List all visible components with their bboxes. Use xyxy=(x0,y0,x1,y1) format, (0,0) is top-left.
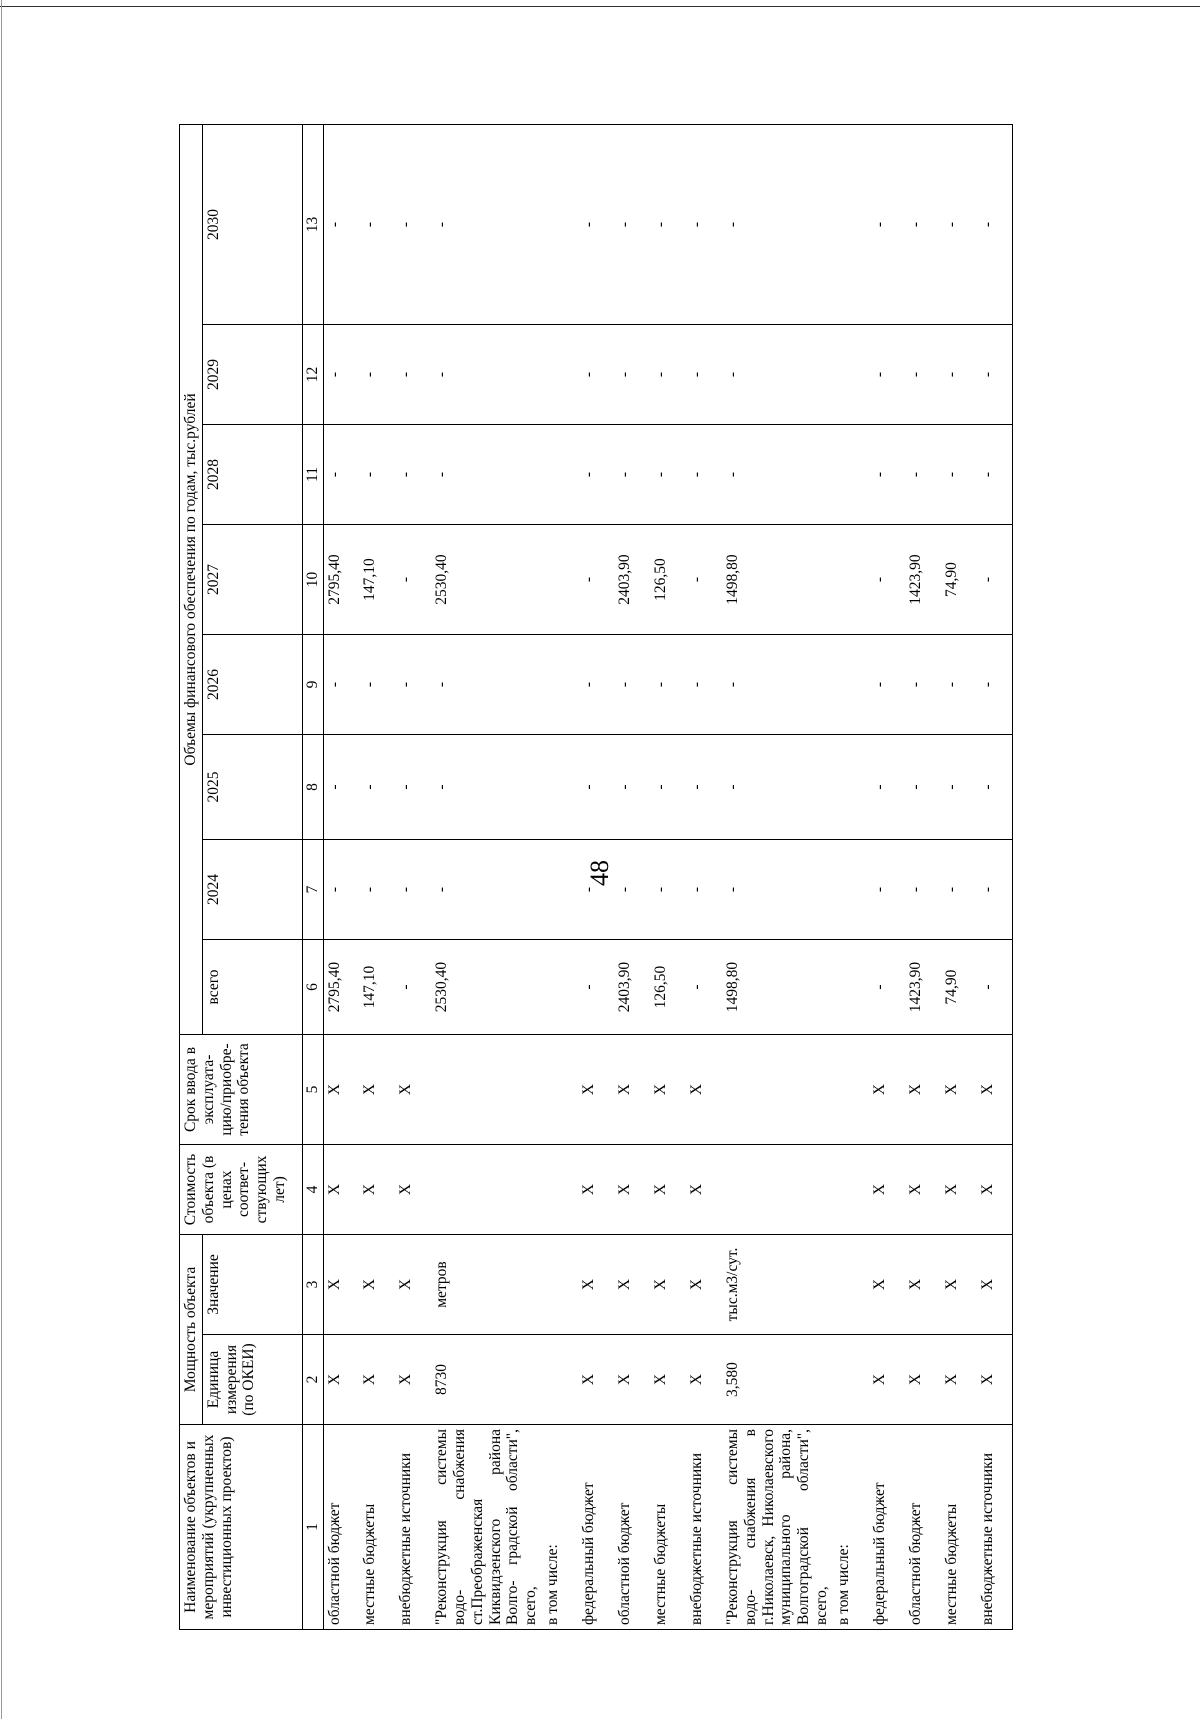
row-name: областной бюджет xyxy=(614,1425,650,1630)
row-unit: X xyxy=(869,1335,905,1425)
row-2030: - xyxy=(359,124,395,324)
table-row xyxy=(614,124,650,1629)
row-2028: - xyxy=(977,425,1013,525)
row-unit xyxy=(542,1335,578,1425)
row-2027: 2403,90 xyxy=(614,525,650,635)
col-number: 5 xyxy=(302,1035,323,1145)
row-2028: - xyxy=(359,425,395,525)
row-deadline xyxy=(833,1035,869,1145)
row-unit: X xyxy=(977,1335,1013,1425)
row-2030: - xyxy=(977,124,1013,324)
row-cost: X xyxy=(941,1145,977,1235)
row-value: X xyxy=(578,1235,614,1335)
row-total: 74,90 xyxy=(941,940,977,1035)
row-2028: - xyxy=(650,425,686,525)
row-2028: - xyxy=(614,425,650,525)
row-2028: - xyxy=(905,425,941,525)
row-2027: 1498,80 xyxy=(722,525,833,635)
row-value: X xyxy=(614,1235,650,1335)
row-deadline: X xyxy=(869,1035,905,1145)
row-unit: X xyxy=(650,1335,686,1425)
row-value: X xyxy=(977,1235,1013,1335)
row-deadline: X xyxy=(977,1035,1013,1145)
row-2024: - xyxy=(614,840,650,940)
column-number-row xyxy=(302,124,323,1629)
row-name: в том числе: xyxy=(542,1425,578,1630)
row-2028 xyxy=(542,425,578,525)
row-2024: - xyxy=(905,840,941,940)
row-2030: - xyxy=(905,124,941,324)
row-name: местные бюджеты xyxy=(359,1425,395,1630)
row-2025 xyxy=(542,735,578,840)
row-value: X xyxy=(395,1235,431,1335)
row-2029: - xyxy=(905,325,941,425)
row-total: - xyxy=(395,940,431,1035)
row-name: внебюджетные источники xyxy=(686,1425,722,1630)
header-year-2030: 2030 xyxy=(202,124,302,324)
row-deadline xyxy=(542,1035,578,1145)
row-2027: 126,50 xyxy=(650,525,686,635)
row-deadline: X xyxy=(905,1035,941,1145)
table-row xyxy=(578,124,614,1629)
row-2025: - xyxy=(977,735,1013,840)
row-2024 xyxy=(542,840,578,940)
row-2026: - xyxy=(395,635,431,735)
header-year-2028: 2028 xyxy=(202,425,302,525)
row-name: областной бюджет xyxy=(323,1425,359,1630)
row-2029: - xyxy=(686,325,722,425)
row-2026: - xyxy=(431,635,542,735)
row-2030: - xyxy=(650,124,686,324)
row-2024: - xyxy=(722,840,833,940)
row-value: X xyxy=(650,1235,686,1335)
row-cost: X xyxy=(869,1145,905,1235)
header-capacity: Мощность объекта xyxy=(180,1235,203,1425)
rotated-table-wrapper xyxy=(179,125,1034,1630)
row-2027: - xyxy=(686,525,722,635)
row-2029: - xyxy=(869,325,905,425)
row-unit: X xyxy=(359,1335,395,1425)
row-cost xyxy=(833,1145,869,1235)
row-deadline xyxy=(722,1035,833,1145)
row-2030 xyxy=(833,124,869,324)
row-deadline: X xyxy=(578,1035,614,1145)
row-2030: - xyxy=(941,124,977,324)
row-2025: - xyxy=(578,735,614,840)
row-cost: X xyxy=(650,1145,686,1235)
row-deadline: X xyxy=(941,1035,977,1145)
header-name: Наименование объектов и мероприятий (укрупненных инвестиционных проектов) xyxy=(180,1425,303,1630)
col-number: 1 xyxy=(302,1425,323,1630)
row-total: 147,10 xyxy=(359,940,395,1035)
row-unit: X xyxy=(395,1335,431,1425)
top-border-line xyxy=(0,6,1200,7)
col-number: 2 xyxy=(302,1335,323,1425)
row-2024: - xyxy=(395,840,431,940)
row-2030: - xyxy=(869,124,905,324)
row-value xyxy=(833,1235,869,1335)
row-2029: - xyxy=(578,325,614,425)
table-row xyxy=(941,124,977,1629)
row-deadline: X xyxy=(686,1035,722,1145)
row-unit: X xyxy=(578,1335,614,1425)
row-total: - xyxy=(686,940,722,1035)
row-2029 xyxy=(833,325,869,425)
col-number: 12 xyxy=(302,325,323,425)
row-2027: 147,10 xyxy=(359,525,395,635)
row-2030: - xyxy=(722,124,833,324)
row-cost: X xyxy=(614,1145,650,1235)
funding-table xyxy=(179,124,1013,1630)
col-number: 11 xyxy=(302,425,323,525)
row-2027: - xyxy=(869,525,905,635)
row-2026: - xyxy=(905,635,941,735)
row-2024: - xyxy=(359,840,395,940)
table-row xyxy=(542,124,578,1629)
row-2026: - xyxy=(578,635,614,735)
row-2025 xyxy=(833,735,869,840)
row-name: внебюджетные источники xyxy=(395,1425,431,1630)
row-2024: - xyxy=(650,840,686,940)
table-row xyxy=(323,124,359,1629)
row-2024: - xyxy=(977,840,1013,940)
col-number: 13 xyxy=(302,124,323,324)
row-2026: - xyxy=(869,635,905,735)
row-2025: - xyxy=(905,735,941,840)
row-2027: 2530,40 xyxy=(431,525,542,635)
row-value xyxy=(542,1235,578,1335)
row-2029: - xyxy=(722,325,833,425)
row-2029: - xyxy=(431,325,542,425)
row-cost xyxy=(542,1145,578,1235)
row-cost xyxy=(431,1145,542,1235)
row-2028 xyxy=(833,425,869,525)
row-unit: 8730 xyxy=(431,1335,542,1425)
row-2028: - xyxy=(395,425,431,525)
row-2030: - xyxy=(578,124,614,324)
row-value: X xyxy=(941,1235,977,1335)
header-cost: Стоимость объекта (в ценах соответ- ствующих лет) xyxy=(180,1145,303,1235)
row-2029: - xyxy=(650,325,686,425)
row-2026: - xyxy=(650,635,686,735)
row-2027: 1423,90 xyxy=(905,525,941,635)
row-2029: - xyxy=(323,325,359,425)
page-number: 48 xyxy=(585,860,614,886)
row-total: 2530,40 xyxy=(431,940,542,1035)
row-total: 126,50 xyxy=(650,940,686,1035)
row-name: федеральный бюджет xyxy=(869,1425,905,1630)
col-number: 3 xyxy=(302,1235,323,1335)
header-value: Значение xyxy=(202,1235,302,1335)
row-2025: - xyxy=(869,735,905,840)
header-year-2025: 2025 xyxy=(202,735,302,840)
row-2025: - xyxy=(686,735,722,840)
row-2028: - xyxy=(323,425,359,525)
table-row xyxy=(722,124,833,1629)
row-2024: - xyxy=(578,840,614,940)
row-2030: - xyxy=(614,124,650,324)
row-name: федеральный бюджет xyxy=(578,1425,614,1630)
row-2026: - xyxy=(977,635,1013,735)
row-unit: X xyxy=(905,1335,941,1425)
row-2028: - xyxy=(686,425,722,525)
row-2025: - xyxy=(395,735,431,840)
row-2024: - xyxy=(323,840,359,940)
row-2026: - xyxy=(614,635,650,735)
row-2029: - xyxy=(941,325,977,425)
row-cost: X xyxy=(578,1145,614,1235)
row-total xyxy=(542,940,578,1035)
row-2024: - xyxy=(941,840,977,940)
table-row xyxy=(905,124,941,1629)
row-name: внебюджетные источники xyxy=(977,1425,1013,1630)
table-row xyxy=(686,124,722,1629)
row-deadline: X xyxy=(359,1035,395,1145)
table-row xyxy=(431,124,542,1629)
row-unit: X xyxy=(323,1335,359,1425)
row-value: X xyxy=(359,1235,395,1335)
col-number: 8 xyxy=(302,735,323,840)
header-total: всего xyxy=(202,940,302,1035)
header-funding: Объемы финансового обеспечения по годам, тыс.рублей xyxy=(180,124,203,1034)
row-value: метров xyxy=(431,1235,542,1335)
row-2024 xyxy=(833,840,869,940)
row-2026: - xyxy=(686,635,722,735)
row-value: X xyxy=(869,1235,905,1335)
row-2028: - xyxy=(578,425,614,525)
row-cost: X xyxy=(395,1145,431,1235)
row-2029: - xyxy=(359,325,395,425)
header-year-2027: 2027 xyxy=(202,525,302,635)
row-cost: X xyxy=(359,1145,395,1235)
row-name: местные бюджеты xyxy=(941,1425,977,1630)
header-deadline: Срок ввода в эксплуата- цию/приобре- тения объекта xyxy=(180,1035,303,1145)
row-2025: - xyxy=(431,735,542,840)
row-2030: - xyxy=(686,124,722,324)
left-border-line xyxy=(1,0,2,1719)
row-cost: X xyxy=(905,1145,941,1235)
row-total: 2403,90 xyxy=(614,940,650,1035)
row-2029: - xyxy=(614,325,650,425)
row-value: X xyxy=(905,1235,941,1335)
row-2025: - xyxy=(614,735,650,840)
table-row xyxy=(833,124,869,1629)
row-2027: - xyxy=(977,525,1013,635)
row-2025: - xyxy=(941,735,977,840)
row-2024: - xyxy=(686,840,722,940)
table-row xyxy=(395,124,431,1629)
row-2025: - xyxy=(359,735,395,840)
row-name: "Реконструкция системы водо- снабжения ст.Преображенская Киквидзенского района Волго- градской области", всего, xyxy=(431,1425,542,1630)
row-deadline: X xyxy=(395,1035,431,1145)
row-name: местные бюджеты xyxy=(650,1425,686,1630)
row-cost xyxy=(722,1145,833,1235)
row-2030: - xyxy=(395,124,431,324)
row-unit xyxy=(833,1335,869,1425)
row-2028: - xyxy=(869,425,905,525)
row-cost: X xyxy=(686,1145,722,1235)
row-2027: 2795,40 xyxy=(323,525,359,635)
row-total: - xyxy=(578,940,614,1035)
row-cost: X xyxy=(323,1145,359,1235)
row-2029 xyxy=(542,325,578,425)
row-2030: - xyxy=(431,124,542,324)
table-row xyxy=(650,124,686,1629)
header-year-2024: 2024 xyxy=(202,840,302,940)
row-2030 xyxy=(542,124,578,324)
row-total: 1423,90 xyxy=(905,940,941,1035)
row-name: "Реконструкция системы водо- снабжения в г.Николаевск, Николаевского муниципального района, Волгоградской области", всего, xyxy=(722,1425,833,1630)
table-row xyxy=(869,124,905,1629)
row-2028: - xyxy=(431,425,542,525)
row-2027: 74,90 xyxy=(941,525,977,635)
row-total: - xyxy=(977,940,1013,1035)
row-unit: X xyxy=(686,1335,722,1425)
col-number: 7 xyxy=(302,840,323,940)
row-deadline xyxy=(431,1035,542,1145)
col-number: 9 xyxy=(302,635,323,735)
row-2024: - xyxy=(869,840,905,940)
row-2024: - xyxy=(431,840,542,940)
row-unit: X xyxy=(614,1335,650,1425)
row-2026 xyxy=(833,635,869,735)
row-name: областной бюджет xyxy=(905,1425,941,1630)
header-unit: Единица измерения (по ОКЕИ) xyxy=(202,1335,302,1425)
row-unit: X xyxy=(941,1335,977,1425)
row-2027 xyxy=(833,525,869,635)
row-2025: - xyxy=(722,735,833,840)
row-2026 xyxy=(542,635,578,735)
row-total: 2795,40 xyxy=(323,940,359,1035)
row-2027 xyxy=(542,525,578,635)
row-2026: - xyxy=(359,635,395,735)
row-2025: - xyxy=(323,735,359,840)
row-2027: - xyxy=(395,525,431,635)
row-2026: - xyxy=(722,635,833,735)
row-2028: - xyxy=(722,425,833,525)
header-year-2029: 2029 xyxy=(202,325,302,425)
row-2028: - xyxy=(941,425,977,525)
row-2030: - xyxy=(323,124,359,324)
row-2027: - xyxy=(578,525,614,635)
row-total: 1498,80 xyxy=(722,940,833,1035)
table-row xyxy=(977,124,1013,1629)
table-row xyxy=(359,124,395,1629)
row-value: X xyxy=(686,1235,722,1335)
row-cost: X xyxy=(977,1145,1013,1235)
row-name: в том числе: xyxy=(833,1425,869,1630)
row-value: тыс.м3/сут. xyxy=(722,1235,833,1335)
col-number: 6 xyxy=(302,940,323,1035)
row-value: X xyxy=(323,1235,359,1335)
row-deadline: X xyxy=(614,1035,650,1145)
row-2025: - xyxy=(650,735,686,840)
table-body xyxy=(302,124,1013,1629)
header-year-2026: 2026 xyxy=(202,635,302,735)
row-deadline: X xyxy=(323,1035,359,1145)
row-total: - xyxy=(869,940,905,1035)
row-unit: 3,580 xyxy=(722,1335,833,1425)
row-2026: - xyxy=(941,635,977,735)
col-number: 4 xyxy=(302,1145,323,1235)
col-number: 10 xyxy=(302,525,323,635)
row-2029: - xyxy=(395,325,431,425)
row-2026: - xyxy=(323,635,359,735)
row-total xyxy=(833,940,869,1035)
row-deadline: X xyxy=(650,1035,686,1145)
row-2029: - xyxy=(977,325,1013,425)
